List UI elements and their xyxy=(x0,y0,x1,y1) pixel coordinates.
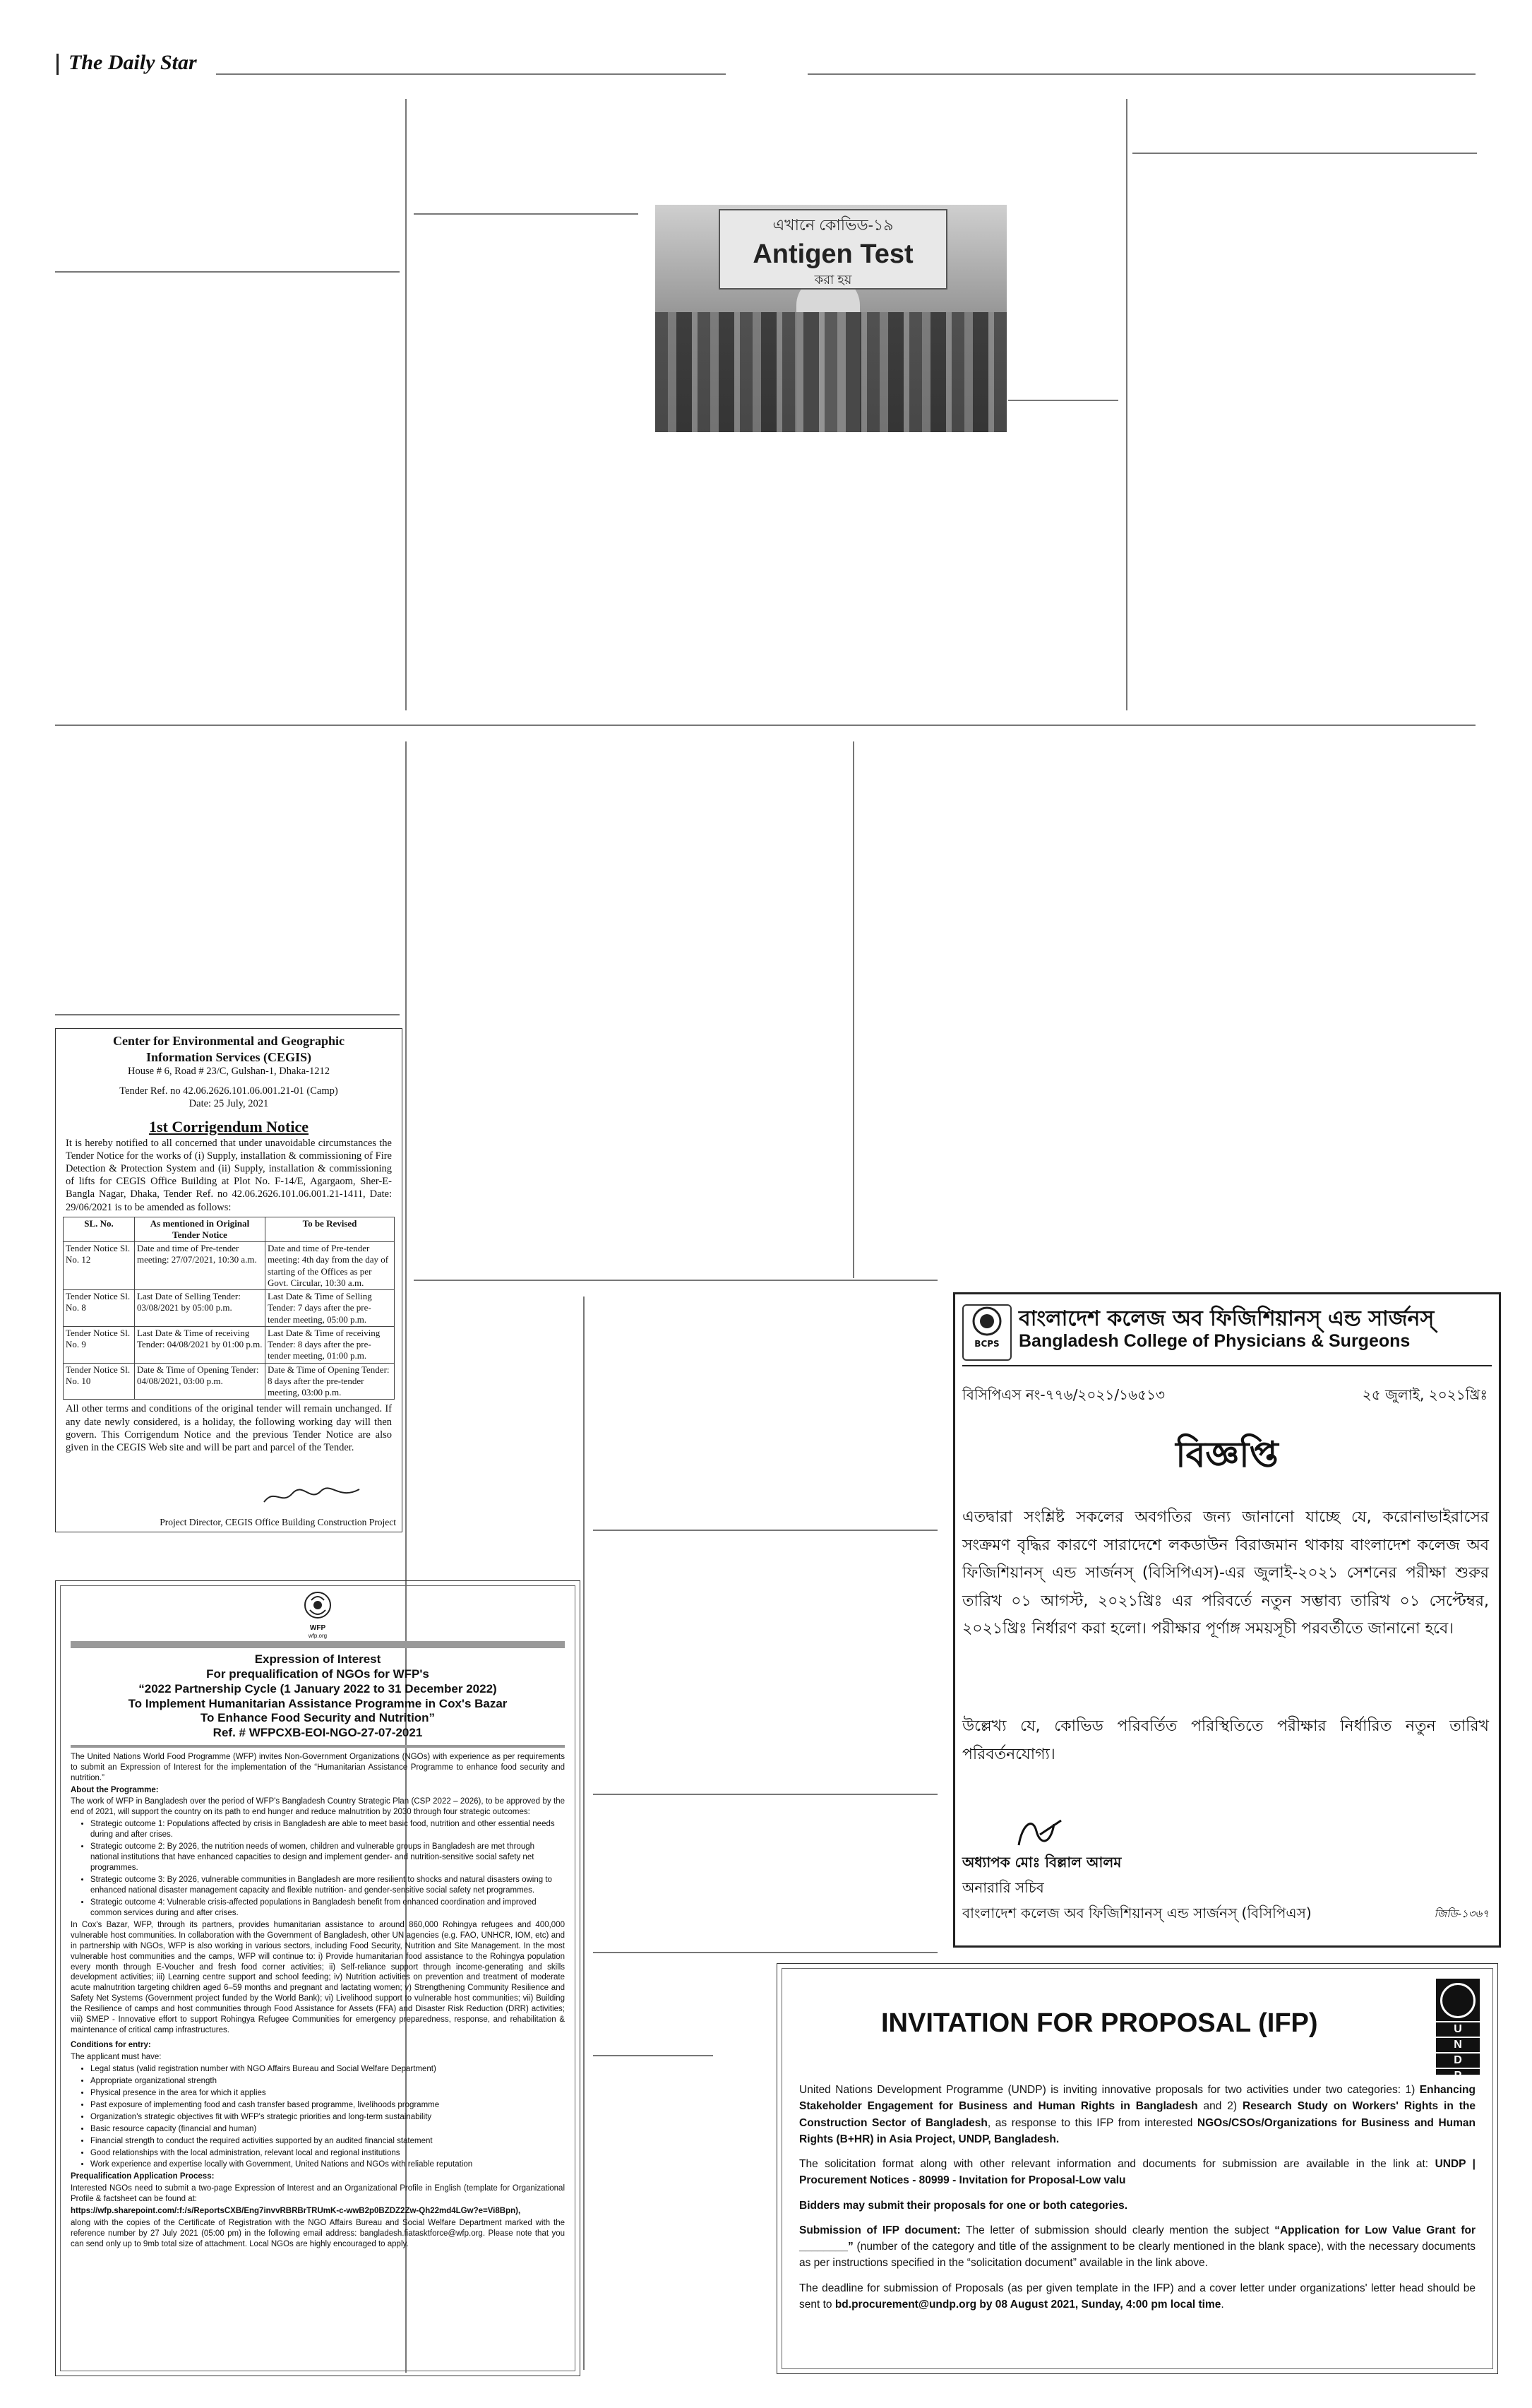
cegis-address: House # 6, Road # 23/C, Gulshan-1, Dhaka-1212 xyxy=(128,1066,330,1077)
table-row xyxy=(64,1242,395,1290)
text-run: , as response to this IFP from interested xyxy=(987,2116,1197,2129)
column-divider xyxy=(1126,99,1127,710)
signature-icon xyxy=(261,1481,366,1509)
undp-para-3: Bidders may submit their proposals for one or both categories. xyxy=(799,2199,1128,2212)
antigen-test-photo xyxy=(655,205,1007,432)
undp-logo-letter: P xyxy=(1436,2068,1480,2083)
section-rule xyxy=(414,1280,938,1281)
masthead xyxy=(56,51,197,75)
section-rule xyxy=(55,271,400,273)
bcps-code: জিডি-১৩৬৭ xyxy=(1434,1907,1489,1920)
wfp-banner xyxy=(71,1641,565,1648)
section-rule xyxy=(593,2055,713,2056)
wfp-conditions xyxy=(71,2064,565,2170)
table-cell: Last Date & Time of receiving Tender: 8 days after the pre-tender meeting, 01:00 p.m. xyxy=(265,1326,395,1363)
text-run: Research Study on Workers' Rights in the Construction Sector of Bangladesh xyxy=(799,2100,1476,2129)
wfp-heading-line: To Enhance Food Security and Nutrition” xyxy=(200,1711,436,1725)
column-divider xyxy=(853,741,854,1278)
photo-sign-line2: Antigen Test xyxy=(753,239,914,269)
text-run: and 2) xyxy=(1197,2100,1243,2113)
section-rule xyxy=(1008,400,1118,401)
bcps-emblem-icon xyxy=(971,1306,1003,1337)
undp-ifp-ad xyxy=(777,1963,1498,2374)
undp-logo-letter: U xyxy=(1436,2021,1480,2037)
bcps-para-2: উল্লেখ্য যে, কোভিড পরিবর্তিত পরিস্থিতিতে পরীক্ষার নির্ধারিত নতুন তারিখ পরিবর্তনযোগ্য। xyxy=(962,1717,1489,1763)
wfp-process-tail: along with the copies of the Certificate of Registration with the NGO Affairs Bureau and Social Welfare Department marked with the reference number by 27 July 2021 (05:00 pm) in the following email address: bangladesh.fiatasktforce@wfp.org. Please note that you can send only up to 9mb total size of attachment. Local NGOs are highly encouraged to apply. xyxy=(71,2219,565,2249)
undp-email-link[interactable]: bd.procurement@undp.org by 08 August 2021, Sunday, 4:00 pm local time xyxy=(834,2298,1221,2311)
table-row xyxy=(64,1326,395,1363)
list-item: • Work experience and expertise locally with Government, United Nations and NGOs with reliable reputation xyxy=(90,2159,565,2170)
cegis-corrigendum-ad xyxy=(55,1028,402,1532)
list-item: • Basic resource capacity (financial and human) xyxy=(90,2124,565,2135)
list-item: • Financial strength to conduct the required activities supported by an audited financial statement xyxy=(90,2136,565,2147)
cegis-date: Date: 25 July, 2021 xyxy=(188,1098,269,1110)
fold-rule xyxy=(55,725,1476,726)
wfp-heading-line: “2022 Partnership Cycle (1 January 2022 to 31 December 2022) xyxy=(138,1681,497,1695)
table-cell: Last Date of Selling Tender: 03/08/2021 by 05:00 p.m. xyxy=(135,1290,265,1327)
bcps-org: বাংলাদেশ কলেজ অব ফিজিশিয়ানস্ এন্ড সার্জনস্ (বিসিপিএস) xyxy=(962,1905,1312,1921)
photo-crowd xyxy=(655,312,1007,432)
table-cell: Date & Time of Opening Tender: 04/08/2021, 03:00 p.m. xyxy=(135,1363,265,1400)
table-row xyxy=(64,1290,395,1327)
top-rule-right xyxy=(808,73,1476,75)
wfp-heading xyxy=(71,1652,565,1740)
table-cell: Date & Time of Opening Tender: 8 days after the pre-tender meeting, 03:00 p.m. xyxy=(265,1363,395,1400)
cegis-tender-ref: Tender Ref. no 42.06.2626.101.06.001.21-01 (Camp) xyxy=(119,1085,338,1097)
wfp-about-title: About the Programme: xyxy=(71,1785,159,1794)
undp-para-4 xyxy=(799,2222,1476,2272)
signature-icon xyxy=(1012,1810,1068,1852)
bcps-title: বিজ্ঞপ্তি xyxy=(1175,1434,1279,1475)
list-item: • Strategic outcome 4: Vulnerable crisis-affected populations in Bangladesh benefit from enhanced coordination and improved common services during and after crises. xyxy=(90,1897,565,1919)
table-cell: Tender Notice Sl. No. 12 xyxy=(64,1242,135,1290)
wfp-process-title: Prequalification Application Process: xyxy=(71,2172,215,2181)
section-rule xyxy=(593,1952,938,1953)
bcps-date: ২৫ জুলাই, ২০২১খ্রিঃ xyxy=(1362,1386,1488,1403)
wfp-heading-line: Expression of Interest xyxy=(254,1652,381,1667)
table-cell: Tender Notice Sl. No. 10 xyxy=(64,1363,135,1400)
cegis-footer: Project Director, CEGIS Office Building Construction Project xyxy=(160,1517,396,1528)
wfp-eoi-ad xyxy=(55,1580,580,2376)
bcps-logo-text: BCPS xyxy=(974,1339,1000,1349)
photo-sign-line1: এখানে কোভিড-১৯ xyxy=(772,216,894,234)
section-rule xyxy=(593,1794,938,1795)
photo-sign-line3: করা হয় xyxy=(814,273,852,287)
text-run: Enhancing Stakeholder Engagement for Business and Human Rights in Bangladesh xyxy=(799,2084,1476,2113)
wfp-heading-line: For prequalification of NGOs for WFP's xyxy=(206,1667,429,1681)
cegis-closing: All other terms and conditions of the original tender will remain unchanged. If any date newly considered, is a holiday, the following working day will then govern. This Corrigendum Notice and the previous Tender Notice are also given in the CEGIS Web site and will be part and parcel of the Tender. xyxy=(66,1403,392,1453)
undp-para-2 xyxy=(799,2156,1476,2189)
wfp-outcomes xyxy=(71,1819,565,1918)
undp-para-1 xyxy=(799,2082,1476,2147)
undp-logo-letter: N xyxy=(1436,2037,1480,2052)
wfp-logo-sub: wfp.org xyxy=(308,1632,328,1639)
text-run: Submission of IFP document: xyxy=(799,2224,961,2236)
text-run: “Application for Low Value Grant for ________” xyxy=(799,2224,1476,2253)
wfp-conditions-sub: The applicant must have: xyxy=(71,2053,162,2062)
section-rule xyxy=(1132,153,1477,154)
bcps-name-en: Bangladesh College of Physicians & Surgeons xyxy=(1019,1331,1411,1351)
list-item: • Physical presence in the area for which it applies xyxy=(90,2088,565,2099)
bcps-logo xyxy=(962,1304,1012,1361)
table-header: SL. No. xyxy=(64,1217,135,1242)
list-item: • Strategic outcome 2: By 2026, the nutrition needs of women, children and vulnerable groups in Bangladesh are met through national institutions that have enhanced capacities to design and implement gender- and nutrition-sensitive social safety net programmes. xyxy=(90,1842,565,1873)
wfp-process-link[interactable]: https://wfp.sharepoint.com/:f:/s/ReportsCXB/Eng7invvRBRBrTRUmK-c-wwB2p0BZDZ2Zw-Qh22md4LGw?e=Vi8Bpn), xyxy=(71,2207,521,2216)
text-run: NGOs/CSOs/Organizations for Business and Human Rights (B+HR) in Asia Project, UNDP, Bangladesh. xyxy=(799,2116,1476,2145)
section-rule xyxy=(55,1014,400,1015)
un-globe-icon xyxy=(1440,1983,1476,2018)
wfp-logo-text: WFP xyxy=(309,1623,326,1632)
bcps-header-rule xyxy=(962,1365,1492,1366)
top-rule-left xyxy=(216,73,726,75)
bcps-ref: বিসিপিএস নং-৭৭৬/২০২১/১৬৫১৩ xyxy=(962,1386,1166,1403)
text-run: United Nations Development Programme (UNDP) is inviting innovative proposals for two activities under two categories: 1) xyxy=(799,2084,1420,2096)
wfp-about-text: The work of WFP in Bangladesh over the period of WFP's Bangladesh Country Strategic Plan (CSP 2022 – 2026), to be approved by the end of 2021, will support the country on its path to end hunger and reduce malnutrition by 2030 through four strategic outcomes: xyxy=(71,1797,565,1817)
masthead-bar xyxy=(56,54,59,75)
list-item: • Strategic outcome 1: Populations affected by crisis in Bangladesh are able to meet basic food, nutrition and other essential needs during and after crises. xyxy=(90,1819,565,1840)
table-cell: Tender Notice Sl. No. 8 xyxy=(64,1290,135,1327)
wfp-wreath-icon xyxy=(303,1590,333,1620)
undp-procurement-link[interactable]: UNDP | Procurement Notices - 80999 - Invitation for Proposal-Low valu xyxy=(799,2158,1476,2187)
wfp-logo xyxy=(71,1590,565,1640)
list-item: • Legal status (valid registration number with NGO Affairs Bureau and Social Welfare Department) xyxy=(90,2064,565,2075)
bcps-designation: অনারারি সচিব xyxy=(962,1879,1044,1896)
bcps-signer: অধ্যাপক মোঃ বিল্লাল আলম xyxy=(962,1854,1122,1871)
wfp-heading-line: To Implement Humanitarian Assistance Programme in Cox's Bazar xyxy=(128,1696,508,1710)
column-divider xyxy=(583,1297,585,2370)
bcps-para-1: এতদ্বারা সংশ্লিষ্ট সকলের অবগতির জন্য জানানো যাচ্ছে যে, করোনাভাইরাসের সংক্রমণ বৃদ্ধির কারণে সারাদেশে লকডাউন বিরাজমান থাকায় বাংলাদেশ কলেজ অব ফিজিশিয়ানস্ এন্ড সার্জনস্ (বিসিপিএস)-এর জুলাই-২০২১ সেশনের পরীক্ষা শুরুর তারিখ ০১ আগস্ট, ২০২১খ্রিঃ এর পরিবর্তে নতুন সম্ভাব্য তারিখ ০১ সেপ্টেম্বর, ২০২১খ্রিঃ নির্ধারণ করা হলো। পরীক্ষার পূর্ণাঙ্গ সময়সূচী পরবর্তীতে জানানো হবে। xyxy=(962,1508,1489,1638)
table-header: To be Revised xyxy=(265,1217,395,1242)
text-run: . xyxy=(1221,2298,1224,2311)
list-item: • Appropriate organizational strength xyxy=(90,2076,565,2087)
cegis-intro: It is hereby notified to all concerned that under unavoidable circumstances the Tender Notice for the works of (i) Supply, installation & commissioning of Fire Detection & Protection System and (ii) Supply, installation & commissioning of lifts for CEGIS Office Building at Plot No. F-14/E, Agargaom, Sher-E-Bangla Nagar, Dhaka, Tender Ref. no 42.06.2626.101.06.001.21-1411, Date: 29/06/2021 is to be amended as follows: xyxy=(66,1137,392,1213)
wfp-coxs-text: In Cox's Bazar, WFP, through its partners, provides humanitarian assistance to around 860,000 Rohingya refugees and 400,000 vulnerable host communities. In collaboration with the Government of Bangladesh, other UN agencies (e.g. FAO, UNHCR, IOM, etc) and in partnership with NGOs, WFP is also working in various sectors, including Food Security, Nutrition and Site Management. In the most vulnerable host communities and the camps, WFP will continue to: i) Provide humanitarian food assistance to the Rohingya population every month through E-Voucher and fresh food corner activities; ii) Self-reliance support through income-generating and skills development activities; iii) Learning centre support and school feeding; iv) Nutrition activities on prevention and treatment of moderate acute malnutrition targeting children aged 6–59 months and pregnant and lactating women; v) Strengthening Community Resilience and Safety Net Systems (Government project funded by the World Bank); vi) Livelihood support to vulnerable host communities; vii) Building the Resilience of camps and host communities through Food Assistance for Assets (FFA) and Disaster Risk Reduction (DRR) activities; viii) SMEP - Innovative effort to support Rohingya Refugee Communities for emergency preparedness, response, and rehabilitation & maintenance of critical camp infrastructures. xyxy=(71,1920,565,2035)
section-rule xyxy=(414,213,638,215)
photo-sign xyxy=(719,209,947,290)
cegis-title: 1st Corrigendum Notice xyxy=(148,1118,309,1136)
table-row xyxy=(64,1363,395,1400)
undp-para-5 xyxy=(799,2280,1476,2313)
undp-title: INVITATION FOR PROPOSAL (IFP) xyxy=(881,2008,1318,2038)
list-item: • Good relationships with the local administration, relevant local and regional institutions xyxy=(90,2148,565,2159)
table-cell: Date and time of Pre-tender meeting: 27/07/2021, 10:30 a.m. xyxy=(135,1242,265,1290)
wfp-intro: The United Nations World Food Programme (WFP) invites Non-Government Organizations (NGOs) with experience as per requirements to submit an Expression of Interest for the implementation of the “Humanitarian Assistance Programme to enhance food security and nutrition.” xyxy=(71,1752,565,1782)
table-cell: Tender Notice Sl. No. 9 xyxy=(64,1326,135,1363)
cegis-org-name-1: Center for Environmental and Geographic xyxy=(113,1034,345,1048)
wfp-process-text: Interested NGOs need to submit a two-page Expression of Interest and an Organizational Profile in English (template for Organizational Profile & factsheet can be found at: xyxy=(71,2184,565,2204)
column-divider xyxy=(405,99,407,710)
undp-body xyxy=(799,2082,1476,2321)
list-item: • Organization's strategic objectives fit with WFP's strategic priorities and long-term sustainability xyxy=(90,2112,565,2123)
text-run: The solicitation format along with other relevant information and documents for submission are available in the link at: xyxy=(799,2158,1435,2170)
table-cell: Last Date & Time of receiving Tender: 04/08/2021 by 01:00 p.m. xyxy=(135,1326,265,1363)
text-run: (number of the category and title of the assignment to be clearly mentioned in the blank space), with the necessary documents as per instructions specified in the “solicitation document” available in the link above. xyxy=(799,2241,1476,2270)
text-run: The letter of submission should clearly mention the subject xyxy=(960,2224,1275,2236)
bcps-name-bn: বাংলাদেশ কলেজ অব ফিজিশিয়ানস্ এন্ড সার্জনস্ xyxy=(1019,1306,1435,1331)
text-run: The deadline for submission of Proposals (as per given template in the IFP) and a cover letter under organizations' letter head should be sent to xyxy=(799,2282,1476,2311)
masthead-name: The Daily Star xyxy=(68,51,197,74)
table-cell: Last Date & Time of Selling Tender: 7 days after the pre-tender meeting, 05:00 p.m. xyxy=(265,1290,395,1327)
list-item: • Strategic outcome 3: By 2026, vulnerable communities in Bangladesh are more resilient to shocks and natural disasters owing to enhanced national disaster management capacity and flexible nutrition- and gender-sensitive social safety net programmes. xyxy=(90,1875,565,1896)
undp-logo-letter: D xyxy=(1436,2052,1480,2068)
section-rule xyxy=(593,1530,938,1531)
table-header: As mentioned in Original Tender Notice xyxy=(135,1217,265,1242)
wfp-conditions-title: Conditions for entry: xyxy=(71,2041,151,2050)
bcps-notice-ad xyxy=(953,1292,1501,1948)
cegis-org-name-2: Information Services (CEGIS) xyxy=(146,1049,311,1064)
cegis-table xyxy=(63,1217,395,1400)
table-cell: Date and time of Pre-tender meeting: 4th day from the day of starting of the Offices as per Govt. Circular, 10:30 a.m. xyxy=(265,1242,395,1290)
wfp-divider xyxy=(71,1745,565,1748)
list-item: • Past exposure of implementing food and cash transfer based programme, livelihoods programme xyxy=(90,2100,565,2111)
undp-logo xyxy=(1436,1979,1480,2082)
wfp-heading-line: Ref. # WFPCXB-EOI-NGO-27-07-2021 xyxy=(213,1726,423,1739)
